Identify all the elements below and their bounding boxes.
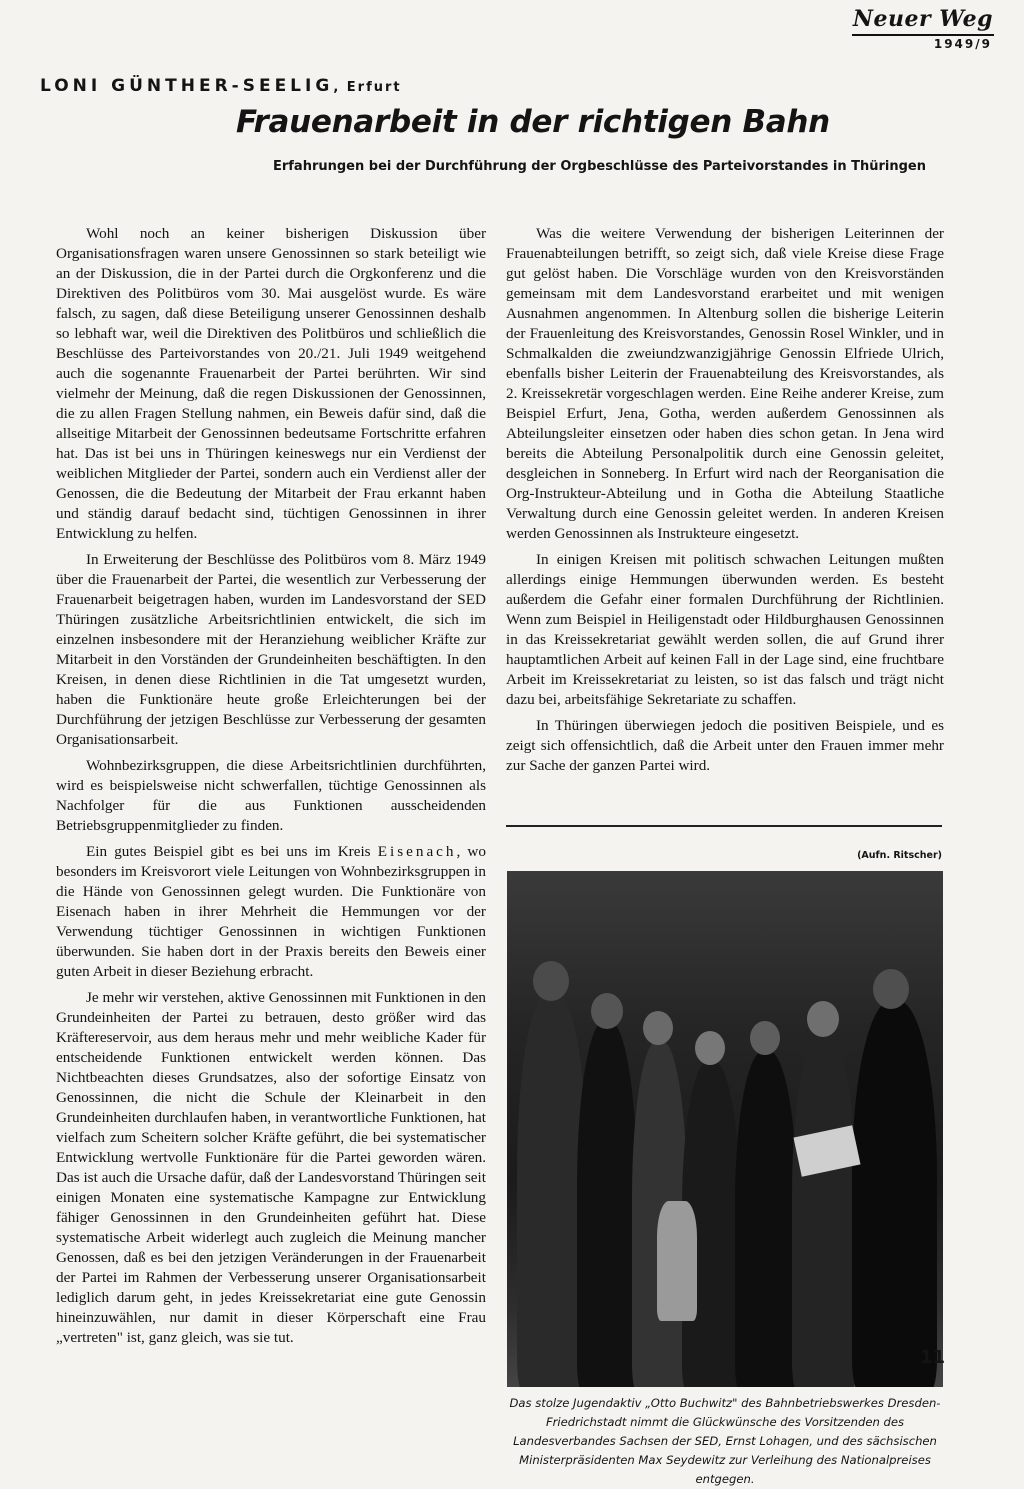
paragraph: Wohnbezirksgruppen, die diese Arbeitsrichtlinien durchführten, wird es beispielsweise nicht schwerfallen, tüchtige Genossinnen als Nachfolger für die aus Funktionen ausscheidenden Betriebsgruppenmitglieder zu finden. [56, 757, 486, 834]
paragraph: In einigen Kreisen mit politisch schwachen Leitungen mußten allerdings einige Hemmungen überwunden werden. Es besteht außerdem die Gefahr einer formalen Durchführung der Richtlinien. Wenn zum Beispiel in Heiligenstadt oder Hildburghausen Genossinnen in das Kreissekretariat gewählt werden sollen, die auf Grund ihrer hauptamtlichen Arbeit auf keinen Fall in der Lage sind, eine fruchtbare Arbeit im Kreissekretariat zu leisten, so ist das falsch und trägt nicht dazu bei, arbeitsfähige Sekretariate zu schaffen. [506, 551, 944, 708]
paragraph: Je mehr wir verstehen, aktive Genossinnen mit Funktionen in den Grundeinheiten der Partei zu betrauen, desto größer wird das Kräftereservoir, aus dem heraus mehr und mehr weibliche Kader für entscheidende Funktionen entwickelt werden können. Das Nichtbeachten dieses Grundsatzes, also der sofortige Einsatz von Genossinnen, die nicht die Schule der Kleinarbeit in den Grundeinheiten durchlaufen haben, in verantwortliche Funktionen, hat vielfach zum Scheitern solcher Kräfte geführt, die bei systematischer Entwicklung wertvolle Funktionäre für die Partei geworden wären. Das ist auch die Ursache dafür, daß der Landesvorstand Thüringen seit einigen Monaten eine systematische Kampagne zur Entwicklung fähiger Genossinnen in den Grundeinheiten geführt hat. Diese systematische Arbeit widerlegt auch zugleich die Meinung mancher Genossen, daß es bei den jetzigen Veränderungen in der Frauenarbeit der Partei im Rahmen der Verbesserung unserer Organisationsarbeit lediglich darum geht, in jedes Kreissekretariat eine gute Genossin hineinzuwählen, nur damit in dieser Körperschaft eine Frau „vertreten" ist, ganz gleich, was sie tut. [56, 989, 486, 1346]
paragraph: In Erweiterung der Beschlüsse des Politbüros vom 8. März 1949 über die Frauenarbeit der Partei, die wesentlich zur Verbesserung der Frauenarbeit beigetragen haben, wurden im Landesvorstand der SED Thüringen zusätzliche Arbeitsrichtlinien entwickelt, die sich im einzelnen insbesondere mit der Heranziehung weiblicher Kräfte zur Mitarbeit in den Vorständen der Grundeinheiten beschäftigten. In den Kreisen, in denen diese Richtlinien in die Tat umgesetzt wurden, haben die Funktionäre heute große Erleichterungen bei der Durchführung der jetzigen Beschlüsse zur Verbesserung der gesamten Organisationsarbeit. [56, 551, 486, 748]
author-location: , Erfurt [333, 80, 402, 95]
article-column-left [56, 224, 486, 1354]
article-headline: Frauenarbeit in der richtigen Bahn [236, 104, 830, 140]
issue-number: 1949/9 [933, 37, 992, 51]
byline [40, 76, 402, 96]
article-subheadline: Erfahrungen bei der Durchführung der Orgbeschlüsse des Parteivorstandes in Thüringen [272, 159, 926, 174]
author-name: LONI GÜNTHER-SEELIG [40, 76, 334, 96]
page-number: 11 [920, 1347, 946, 1368]
magazine-logo: Neuer Weg [852, 6, 994, 32]
photo-credit: (Aufn. Ritscher) [857, 850, 942, 861]
paragraph: In Thüringen überwiegen jedoch die positiven Beispiele, und es zeigt sich offensichtlich, daß die Arbeit unter den Frauen immer mehr zur Sache der ganzen Partei wird. [506, 717, 944, 774]
eisenach-after: , wo besonders im Kreisvorort viele Leitungen von Wohnbezirksgruppen in die Hände von Genossinnen gelegt wurden. Die Funktionäre von Eisenach haben in ihrer Mehrheit die Hemmungen vor der Verwendung tüchtiger Genossinnen in wichtigen Funktionen überwunden. Sie haben dort in der Praxis bereits den Beweis einer guten Arbeit in dieser Beziehung erbracht. [56, 843, 486, 980]
masthead [848, 6, 998, 51]
masthead-rule [852, 34, 994, 36]
photo-caption: Das stolze Jugendaktiv „Otto Buchwitz" des Bahnbetriebswerkes Dresden-Friedrichstadt nimmt die Glückwünsche des Vorsitzenden des Landesverbandes Sachsen der SED, Ernst Lohagen, und des sächsischen Ministerpräsidenten Max Seydewitz zur Verleihung des Nationalpreises entgegen. [509, 1396, 941, 1486]
eisenach-place: Eisenach [377, 843, 457, 860]
column-divider-rule [506, 825, 942, 827]
paragraph: Was die weitere Verwendung der bisherigen Leiterinnen der Frauenabteilungen betrifft, so zeigt sich, daß viele Kreise diese Frage gut gelöst haben. Die Vorschläge wurden von den Kreisvorständen gemeinsam mit dem Landesvorstand erarbeitet und mit wenigen Ausnahmen angenommen. In Altenburg sollen die bisherige Leiterin der Frauenleitung des Kreisvorstandes, Genossin Rosel Winkler, und in Schmalkalden die zweiundzwanzigjährige Genossin Elfriede Ulrich, ebenfalls bisher Leiterin der Frauenabteilung des Kreisvorstandes, als 2. Kreissekretär vorgeschlagen werden. Eine Reihe anderer Kreise, zum Beispiel Erfurt, Jena, Gotha, werden außerdem Genossinnen als Abteilungsleiter einsetzen oder haben dies schon getan. In Jena wird bereits die Abteilung Personalpolitik durch eine Genossin geleitet, desgleichen in Sonneberg. In Erfurt wird nach der Reorganisation die Org-Instrukteur-Abteilung und in Gotha die Abteilung Staatliche Verwaltung durch eine Genossin geleitet werden. In anderen Kreisen werden Genossinnen als Instrukteure eingesetzt. [506, 225, 944, 542]
paragraph: Wohl noch an keiner bisherigen Diskussion über Organisationsfragen waren unsere Genossinnen so stark beteiligt wie an der Diskussion, die in der Partei durch die Orgkonferenz und die Direktiven des Politbüros vom 30. Mai ausgelöst wurde. Es wäre falsch, zu sagen, daß diese Beteiligung unserer Genossinnen deshalb so lebhaft war, weil die Direktiven des Politbüros und schließlich die Beschlüsse des Parteivorstandes von 20./21. Juli 1949 weitgehend auch die sogenannte Frauenarbeit der Partei berührten. Wir sind vielmehr der Meinung, daß die regen Diskussionen der Genossinnen, die zu allen Fragen Stellung nahmen, ein Beweis dafür sind, daß die allseitige Mitarbeit der Genossinnen bedeutsame Fortschritte erfahren hat. Das ist bei uns in Thüringen keineswegs nur ein Verdienst der weiblichen Mitglieder der Partei, sondern auch ein Verdienst aller der Genossen, die die Bedeutung der Mitarbeit der Frau erkannt haben und ständig darauf bedacht sind, tüchtigen Genossinnen in ihrer Entwicklung zu helfen. [56, 225, 486, 542]
group-photo [507, 871, 946, 1387]
eisenach-before: Ein gutes Beispiel gibt es bei uns im Kreis [86, 843, 378, 860]
paragraph-eisenach [56, 842, 486, 982]
article-column-right [506, 224, 944, 782]
